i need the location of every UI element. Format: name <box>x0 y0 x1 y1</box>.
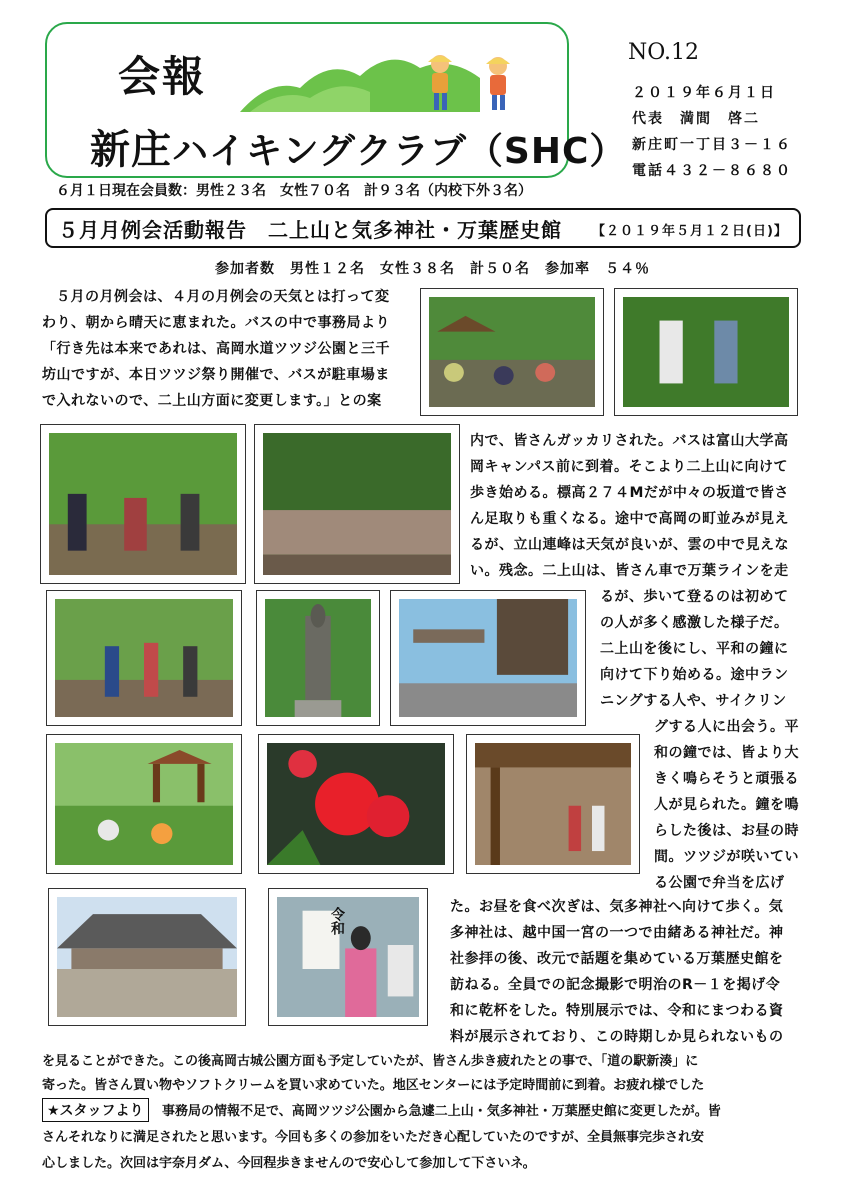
photo-rest-bench <box>40 424 246 584</box>
representative: 代表 満間 啓二 <box>632 111 760 127</box>
reiwa-sign-text: 令和 <box>329 907 345 935</box>
body-line: で入れないので、二上山方面に変更します。」との案 <box>42 393 382 409</box>
club-name <box>90 118 626 175</box>
body-line: 向けて下り始める。途中ラン <box>600 667 789 683</box>
body-line: 多神社は、越中国一宮の一つで由緒ある神社だ。神 <box>450 925 784 941</box>
member-count: ６月１日現在会員数：男性２３名 女性７０名 計９３名（内校下外３名） <box>56 183 532 199</box>
body-line: るが、立山連峰は天気が良いが、雲の中で見えな <box>470 537 789 553</box>
issue-number: NO.12 <box>628 40 699 65</box>
body-line: るが、歩いて登るのは初めて <box>600 589 789 605</box>
body-line: を見ることができた。この後高岡古城公園方面も予定していたが、皆さん歩き疲れたとの事で、「道の駅新湊」に <box>42 1054 699 1069</box>
body-line: きく鳴らそうと頑張る <box>654 771 799 787</box>
body-line: 料が展示されており、この時期しか見られないもの <box>450 1029 784 1045</box>
body-line: 内で、皆さんガッカリされた。バスは富山大学高 <box>470 433 789 449</box>
body-line: 坊山ですが、本日ツツジ祭り開催で、バスが駐車場ま <box>42 367 390 383</box>
staff-note-line: 事務局の情報不足で、高岡ツツジ公園から急遽二上山・気多神社・万葉歴史館に変更したが。皆 <box>162 1104 721 1119</box>
hiking-illustration <box>240 48 540 112</box>
photo-shrine <box>466 734 640 874</box>
body-line: 二上山を後にし、平和の鐘に <box>600 641 789 657</box>
club-name-a: 新庄 <box>90 127 172 173</box>
photo-hikers-standing <box>46 590 242 726</box>
issue-date: ２０１９年６月１日 <box>632 85 776 101</box>
body-line: い。残念。二上山は、皆さん車で万葉ラインを走 <box>470 563 789 579</box>
address: 新庄町一丁目３－１６ <box>632 137 792 153</box>
phone: 電話４３２－８６８０ <box>632 163 792 179</box>
body-line: の人が多く感激した様子だ。 <box>600 615 789 631</box>
body-line: 和の鐘では、皆より大 <box>654 745 799 761</box>
body-line: わり、朝から晴天に恵まれた。バスの中で事務局より <box>42 315 390 331</box>
photo-reiwa-sign <box>268 888 428 1026</box>
body-line: る公園で弁当を広げ <box>654 875 785 891</box>
photo-hikers-path <box>614 288 798 416</box>
photo-group-museum <box>48 888 246 1026</box>
photo-gazebo-group <box>420 288 604 416</box>
photo-group-forest <box>254 424 460 584</box>
body-line: 間。ツツジが咲いてい <box>654 849 799 865</box>
body-line: た。お昼を食べ次ぎは、気多神社へ向けて歩く。気 <box>450 899 784 915</box>
body-line: 社参拝の後、改元で話題を集めている万葉歴史館を <box>450 951 784 967</box>
body-line: グする人に出会う。平 <box>654 719 799 735</box>
body-line: 訪ねる。全員での記念撮影で明治のR－１を掲げ令 <box>450 977 781 993</box>
staff-note-line: さんそれなりに満足されたと思います。今回も多くの参加をいただき心配していたのですが、全員無事完歩され安 <box>42 1130 704 1145</box>
photo-azalea-flower <box>258 734 454 874</box>
photo-picnic-lunch <box>46 734 242 874</box>
body-line: 人が見られた。鐘を鳴 <box>654 797 799 813</box>
staff-note-line: 心しました。次回は宇奈月ダム、今回程歩きませんので安心して参加して下さいネ。 <box>42 1156 536 1171</box>
participants-line: 参加者数 男性１２名 女性３８名 計５０名 参加率 ５４％ <box>215 261 650 277</box>
body-line: 和に乾杯をした。特別展示では、令和にまつわる資 <box>450 1003 784 1019</box>
body-line: ５月の月例会は、４月の月例会の天気とは打って変 <box>56 289 390 305</box>
body-line: ニングする人や、サイクリン <box>600 693 787 709</box>
body-line: らした後は、お昼の時 <box>654 823 799 839</box>
club-name-b: ハイキングクラブ（SHC） <box>172 131 627 172</box>
photo-peace-bell <box>390 590 586 726</box>
report-title: ５月月例会活動報告 二上山と気多神社・万葉歴史館 <box>58 218 562 242</box>
newsletter-title: 会報 <box>118 52 207 101</box>
body-line: 「行き先は本来であれは、高岡水道ツツジ公園と三千 <box>42 341 390 357</box>
photo-statue <box>256 590 380 726</box>
body-line: 歩き始める。標高２７４Mだが中々の坂道で皆さ <box>470 485 789 501</box>
body-line: 岡キャンパス前に到着。そこより二上山に向けて <box>470 459 789 475</box>
report-date: 【２０１９年５月１２日(日)】 <box>592 224 788 239</box>
body-line: 寄った。皆さん買い物やソフトクリームを買い求めていた。地区センターには予定時間前に到着。お疲れ様でした <box>42 1078 705 1093</box>
body-line: ん足取りも重くなる。途中で高岡の町並みが見え <box>470 511 789 527</box>
staff-note-label: ★スタッフより <box>42 1098 149 1122</box>
